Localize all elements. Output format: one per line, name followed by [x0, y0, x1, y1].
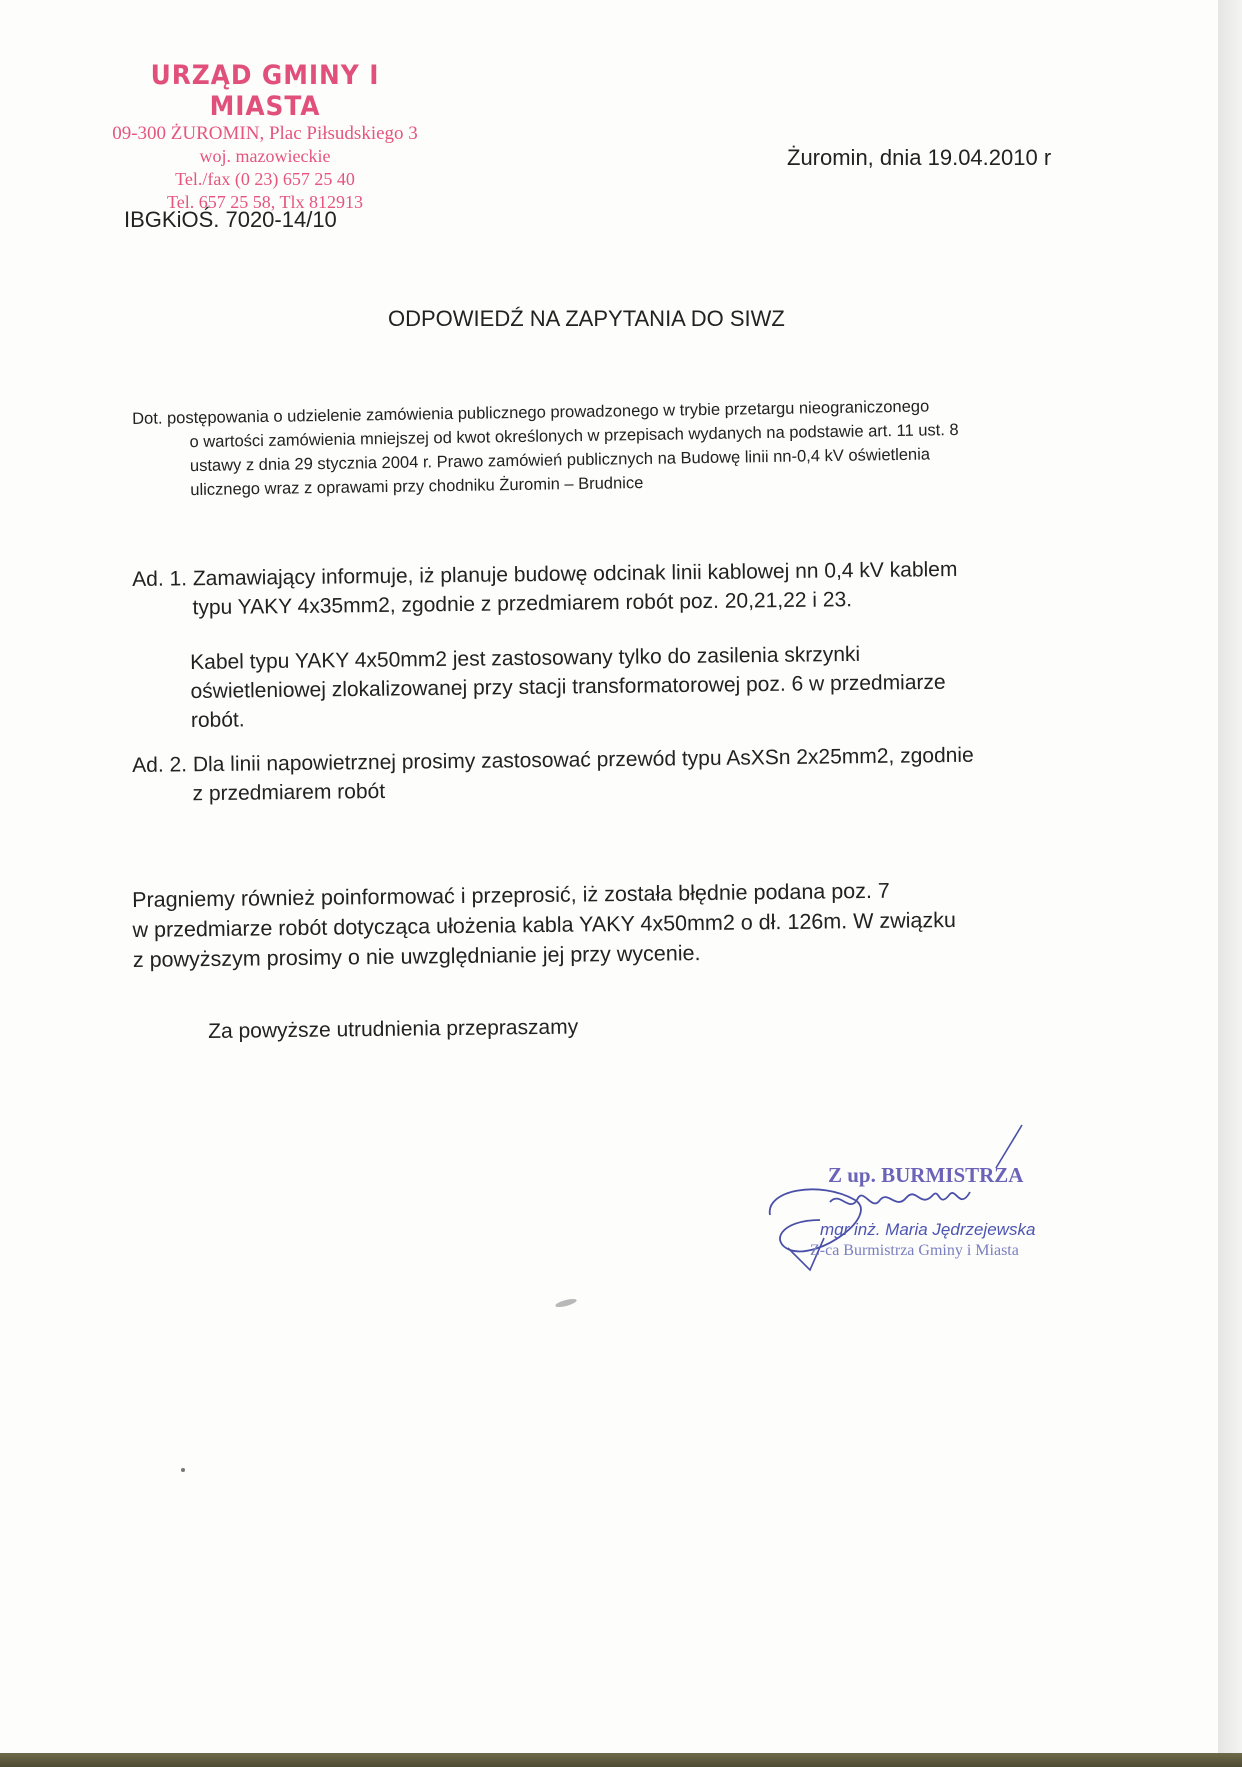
answer-2-line: z przedmiarem robót [192, 779, 386, 806]
office-stamp [80, 60, 450, 214]
cable-note-line: Kabel typu YAKY 4x50mm2 jest zastosowany tylko do zasilenia skrzynki [190, 642, 861, 674]
answer-1 [132, 555, 958, 623]
signatory-role: Z-ca Burmistrza Gminy i Miasta [810, 1242, 1019, 1259]
answer-1-line: Ad. 1. Zamawiający informuje, iż planuje budowę odcinak linii kablowej nn 0,4 kV kablem [132, 557, 958, 591]
reference-number: IBGKiOŚ. 7020-14/10 [124, 207, 337, 232]
stamp-title: URZĄD GMINY I MIASTA [150, 60, 380, 122]
letter-date: Żuromin, dnia 19.04.2010 r [787, 145, 1052, 170]
signatory-name: mgr inż. Maria Jędrzejewska [820, 1220, 1036, 1239]
subject-line: ustawy z dnia 29 stycznia 2004 r. Prawo zamówień publicznych na Budowę linii nn-0,4 kV oświetlenia [189, 445, 931, 476]
answer-2 [132, 741, 974, 809]
correction-line: w przedmiarze robót dotycząca ułożenia kabla YAKY 4x50mm2 o dł. 126m. W związku [132, 907, 957, 942]
stamp-region: woj. mazowieckie [199, 146, 331, 166]
correction-line: z powyższym prosimy o nie uwzględnianie jej przy wycenie. [132, 941, 701, 972]
ink-speck [181, 1468, 185, 1472]
scan-edge-bottom [0, 1753, 1242, 1767]
cable-note-line: robót. [190, 708, 245, 732]
ink-smudge [555, 1297, 578, 1308]
stamp-address: 09-300 ŻUROMIN, Plac Piłsudskiego 3 [112, 123, 418, 144]
document-title: ODPOWIEDŹ NA ZAPYTANIA DO SIWZ [388, 306, 785, 331]
subject-line: o wartości zamówienia mniejszej od kwot określonych w przepisach wydanych na podstawie art. 11 ust. 8 [189, 421, 959, 452]
closing-line: Za powyższe utrudnienia przepraszamy [208, 1015, 579, 1043]
stamp-tel: Tel. 657 25 58, Tlx 812913 [167, 192, 363, 212]
correction-paragraph [132, 875, 956, 975]
stamp-telfax: Tel./fax (0 23) 657 25 40 [175, 169, 355, 189]
cable-note-line: oświetleniowej zlokalizowanej przy stacji transformatorowej poz. 6 w przedmiarze [190, 670, 946, 703]
subject-line: ulicznego wraz z oprawami przy chodniku Żuromin – Brudnice [190, 473, 644, 500]
subject-paragraph [132, 392, 1093, 503]
scan-edge-right [1218, 0, 1242, 1767]
signature-title: Z up. BURMISTRZA [828, 1163, 1024, 1187]
answer-1-line: typu YAKY 4x35mm2, zgodnie z przedmiarem robót poz. 20,21,22 i 23. [192, 588, 853, 620]
subject-line: Dot. postępowania o udzielenie zamówienia publicznego prowadzonego w trybie przetargu nieograniczonego [132, 397, 930, 428]
answer-2-line: Ad. 2. Dla linii napowietrznej prosimy zastosować przewód typu AsXSn 2x25mm2, zgodnie [132, 743, 974, 777]
correction-line: Pragniemy również poinformować i przeprosić, iż została błędnie podana poz. 7 [132, 878, 890, 912]
cable-note [190, 639, 946, 735]
signature-stamp [760, 1120, 1100, 1280]
